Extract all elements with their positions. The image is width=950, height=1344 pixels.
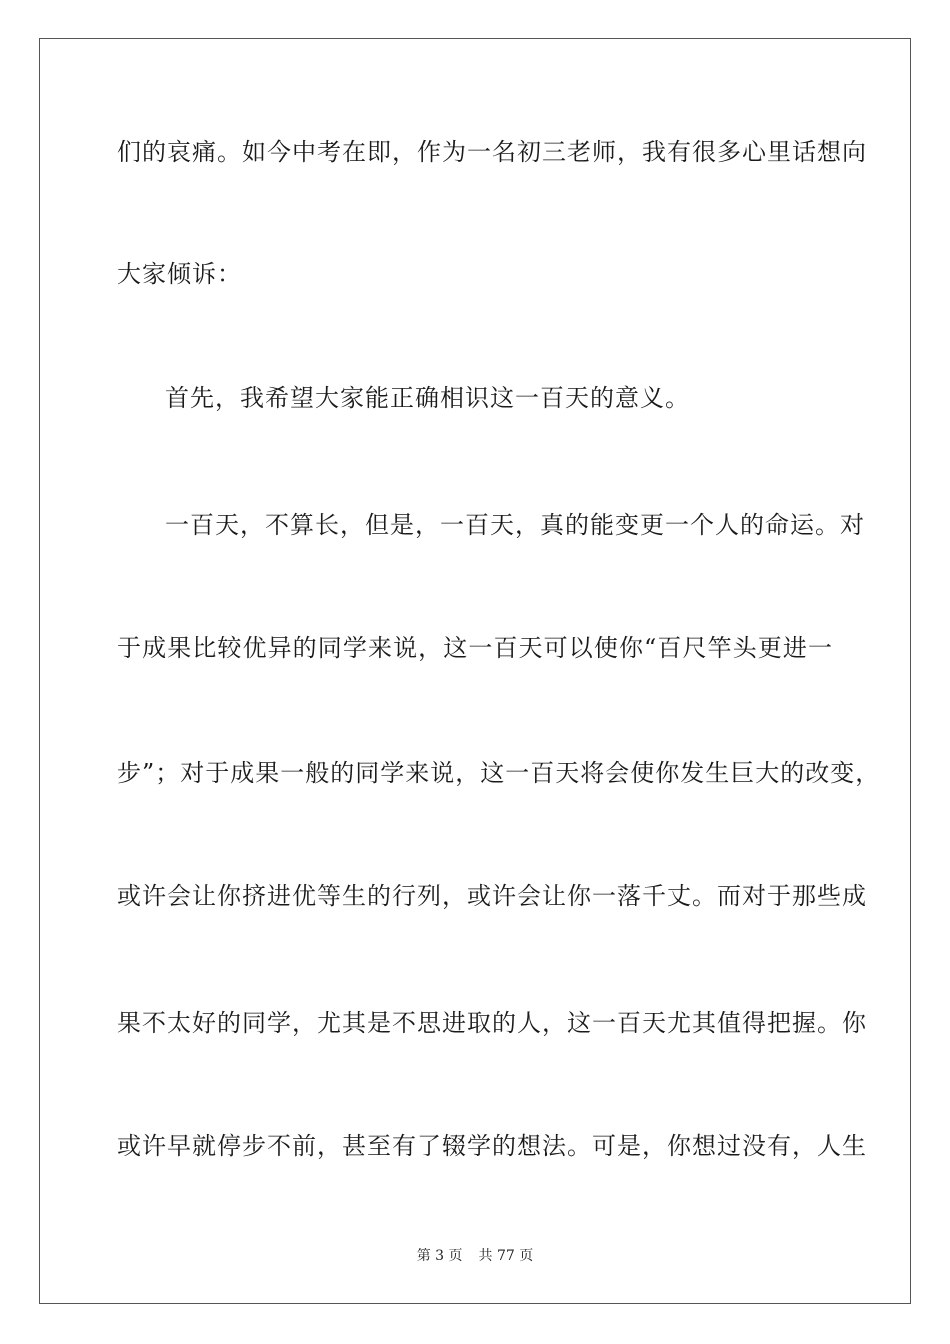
page-footer [0, 1247, 950, 1265]
paragraph-line: 于成果比较优异的同学来说，这一百天可以使你“百尺竿头更进一 [117, 634, 833, 662]
paragraph-line: 大家倾诉： [117, 260, 242, 288]
paragraph-line: 步”；对于成果一般的同学来说，这一百天将会使你发生巨大的改变， [117, 759, 881, 787]
page-total: 共 77 页 [478, 1248, 534, 1264]
paragraph-line: 果不太好的同学，尤其是不思进取的人，这一百天尤其值得把握。你 [117, 1009, 867, 1037]
paragraph-line: 一百天，不算长，但是，一百天，真的能变更一个人的命运。对 [165, 511, 865, 539]
page-number: 第 3 页 [416, 1248, 463, 1264]
paragraph-line: 或许早就停步不前，甚至有了辍学的想法。可是，你想过没有，人生 [117, 1132, 867, 1160]
paragraph-line: 们的哀痛。如今中考在即，作为一名初三老师，我有很多心里话想向 [117, 138, 867, 166]
paragraph-line: 首先，我希望大家能正确相识这一百天的意义。 [165, 384, 690, 412]
page-border [39, 38, 911, 1304]
paragraph-line: 或许会让你挤进优等生的行列，或许会让你一落千丈。而对于那些成 [117, 882, 867, 910]
